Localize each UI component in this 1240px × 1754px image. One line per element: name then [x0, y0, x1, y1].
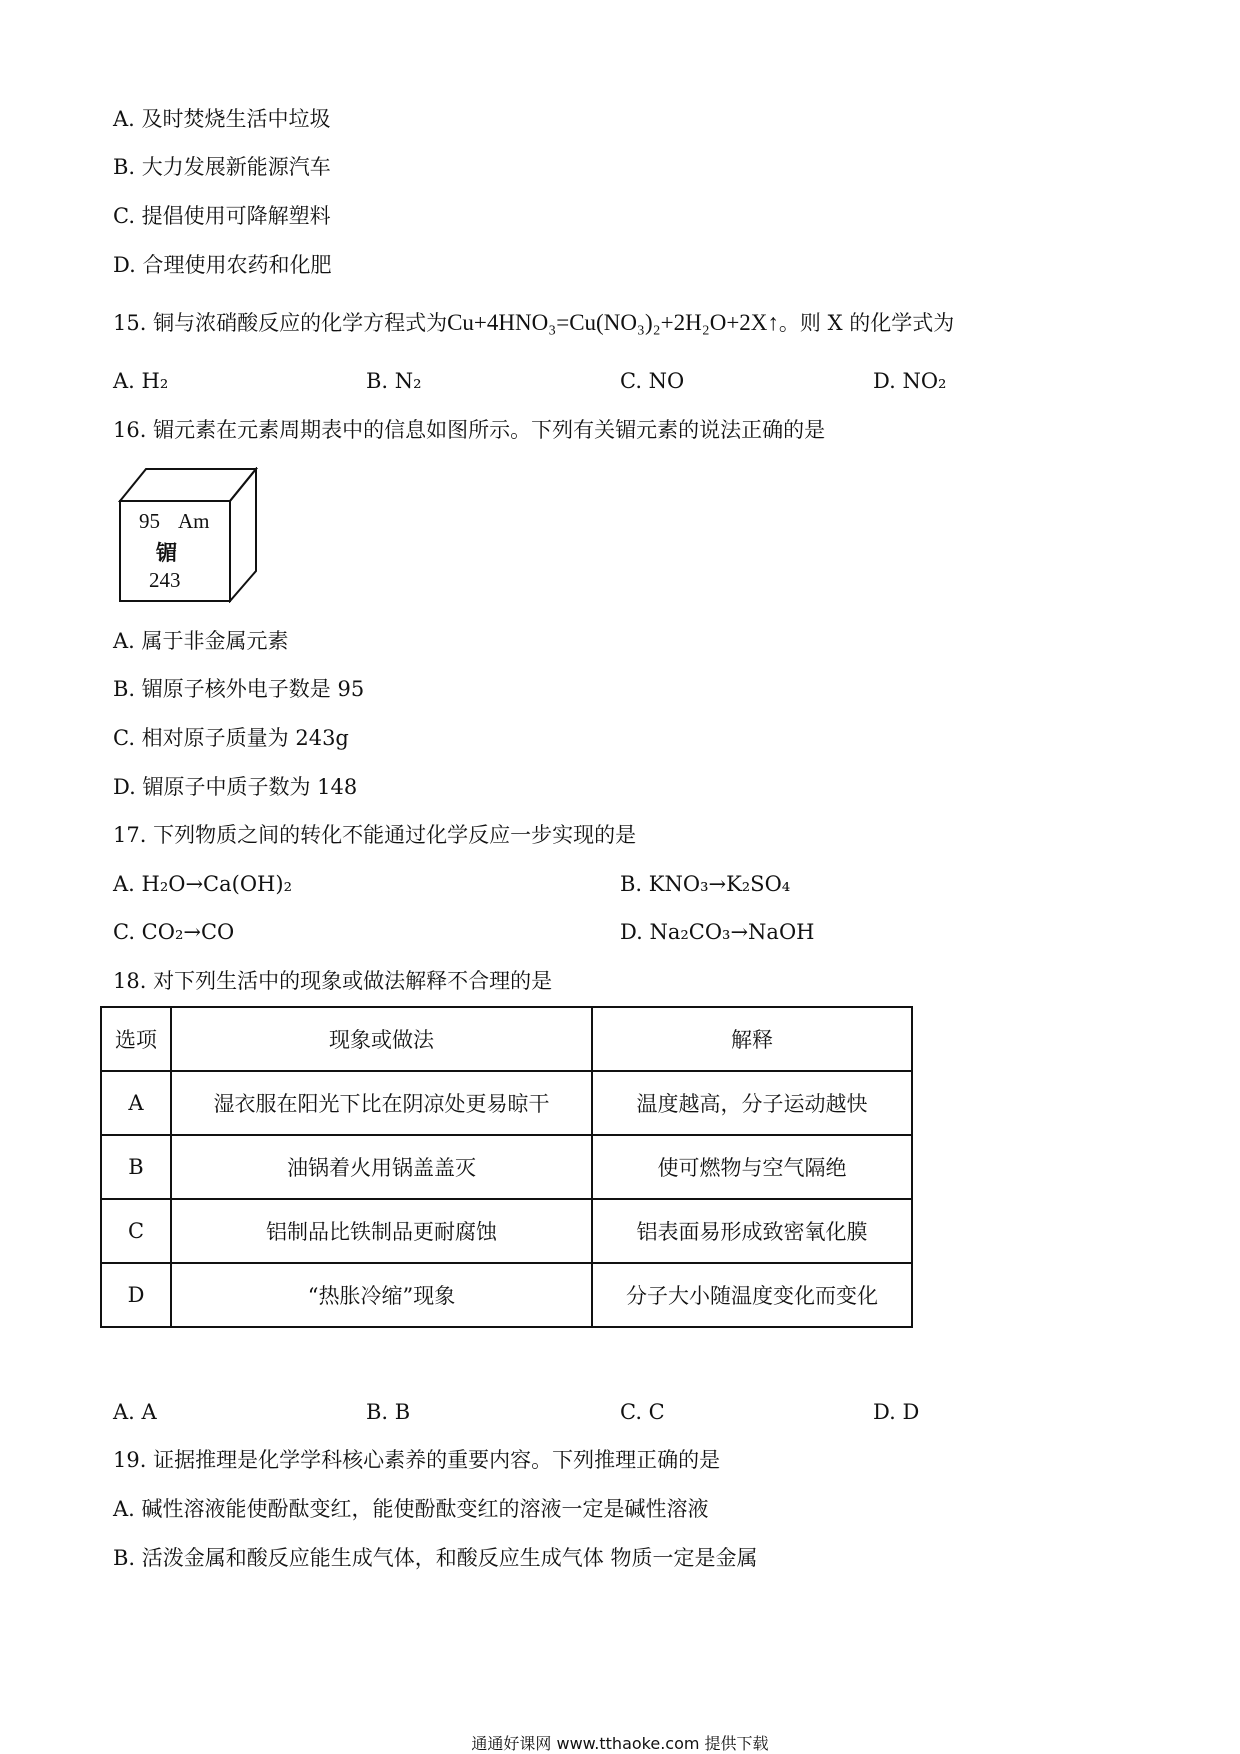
- q19-stem: 19. 证据推理是化学学科核心素养的重要内容。下列推理正确的是: [113, 1448, 721, 1472]
- element-atomic-number: 95: [139, 509, 160, 533]
- q15-option-d: D. NO₂: [873, 369, 947, 393]
- element-mass: 243: [149, 568, 181, 592]
- table-row: [101, 1135, 912, 1199]
- table-row: [101, 1071, 912, 1135]
- q16-stem: 16. 镅元素在元素周期表中的信息如图所示。下列有关镅元素的说法正确的是: [113, 418, 826, 442]
- table-cell: 湿衣服在阳光下比在阴凉处更易晾干: [171, 1071, 592, 1135]
- q15-prefix: 15. 铜与浓硝酸反应的化学方程式为: [113, 311, 448, 335]
- table-cell: B: [101, 1135, 171, 1199]
- q14-option-c: C. 提倡使用可降解塑料: [113, 204, 331, 228]
- q17-option-c: C. CO₂→CO: [113, 920, 235, 944]
- q16-option-b: B. 镅原子核外电子数是 95: [113, 677, 365, 701]
- table-header-cell: 解释: [592, 1007, 912, 1071]
- q17-stem: 17. 下列物质之间的转化不能通过化学反应一步实现的是: [113, 823, 637, 847]
- table-cell: C: [101, 1199, 171, 1263]
- q15-option-c: C. NO: [620, 369, 685, 393]
- table-row: [101, 1263, 912, 1327]
- q18-option-d: D. D: [873, 1400, 920, 1424]
- page-footer: 通通好课网 www.tthaoke.com 提供下载: [471, 1734, 769, 1753]
- q19-option-a: A. 碱性溶液能使酚酞变红，能使酚酞变红的溶液一定是碱性溶液: [113, 1497, 709, 1521]
- q16-option-c: C. 相对原子质量为 243g: [113, 726, 349, 750]
- q17-option-d: D. Na₂CO₃→NaOH: [620, 920, 815, 944]
- table-cell: 油锅着火用锅盖盖灭: [171, 1135, 592, 1199]
- q18-option-a: A. A: [113, 1400, 157, 1424]
- table-cell: A: [101, 1071, 171, 1135]
- explanation-table: [100, 1006, 913, 1328]
- q14-option-b: B. 大力发展新能源汽车: [113, 155, 331, 179]
- q15-suffix: 。则 X 的化学式为: [778, 311, 955, 335]
- table-row: [101, 1199, 912, 1263]
- q18-stem: 18. 对下列生活中的现象或做法解释不合理的是: [113, 969, 553, 993]
- table-cell: 铝表面易形成致密氧化膜: [592, 1199, 912, 1263]
- element-name: 镅: [156, 541, 177, 565]
- q17-option-b: B. KNO₃→K₂SO₄: [620, 872, 791, 896]
- q15-equation: Cu+4HNO₃=Cu(NO₃)₂+2H₂O+2X↑: [447, 310, 779, 335]
- table-cell: 分子大小随温度变化而变化: [592, 1263, 912, 1327]
- element-symbol: Am: [178, 509, 210, 533]
- q14-option-a: A. 及时焚烧生活中垃圾: [113, 107, 331, 131]
- table-cell: 铝制品比铁制品更耐腐蚀: [171, 1199, 592, 1263]
- q16-option-d: D. 镅原子中质子数为 148: [113, 775, 358, 799]
- table-cell: “热胀冷缩”现象: [171, 1263, 592, 1327]
- q15-stem: [113, 309, 954, 337]
- table-header-row: [101, 1007, 912, 1071]
- q15-option-b: B. N₂: [366, 369, 422, 393]
- q15-option-a: A. H₂: [113, 369, 169, 393]
- table-cell: D: [101, 1263, 171, 1327]
- q18-option-b: B. B: [366, 1400, 411, 1424]
- q19-option-b: B. 活泼金属和酸反应能生成气体，和酸反应生成气体 物质一定是金属: [113, 1546, 758, 1570]
- q17-option-a: A. H₂O→Ca(OH)₂: [113, 872, 292, 896]
- cube-outline: [118, 467, 260, 603]
- table-header-cell: 选项: [101, 1007, 171, 1071]
- q18-option-c: C. C: [620, 1400, 665, 1424]
- table-header-cell: 现象或做法: [171, 1007, 592, 1071]
- q14-option-d: D. 合理使用农药和化肥: [113, 253, 332, 277]
- q16-option-a: A. 属于非金属元素: [113, 629, 289, 653]
- table-cell: 温度越高，分子运动越快: [592, 1071, 912, 1135]
- table-cell: 使可燃物与空气隔绝: [592, 1135, 912, 1199]
- element-cube-figure: [118, 467, 260, 603]
